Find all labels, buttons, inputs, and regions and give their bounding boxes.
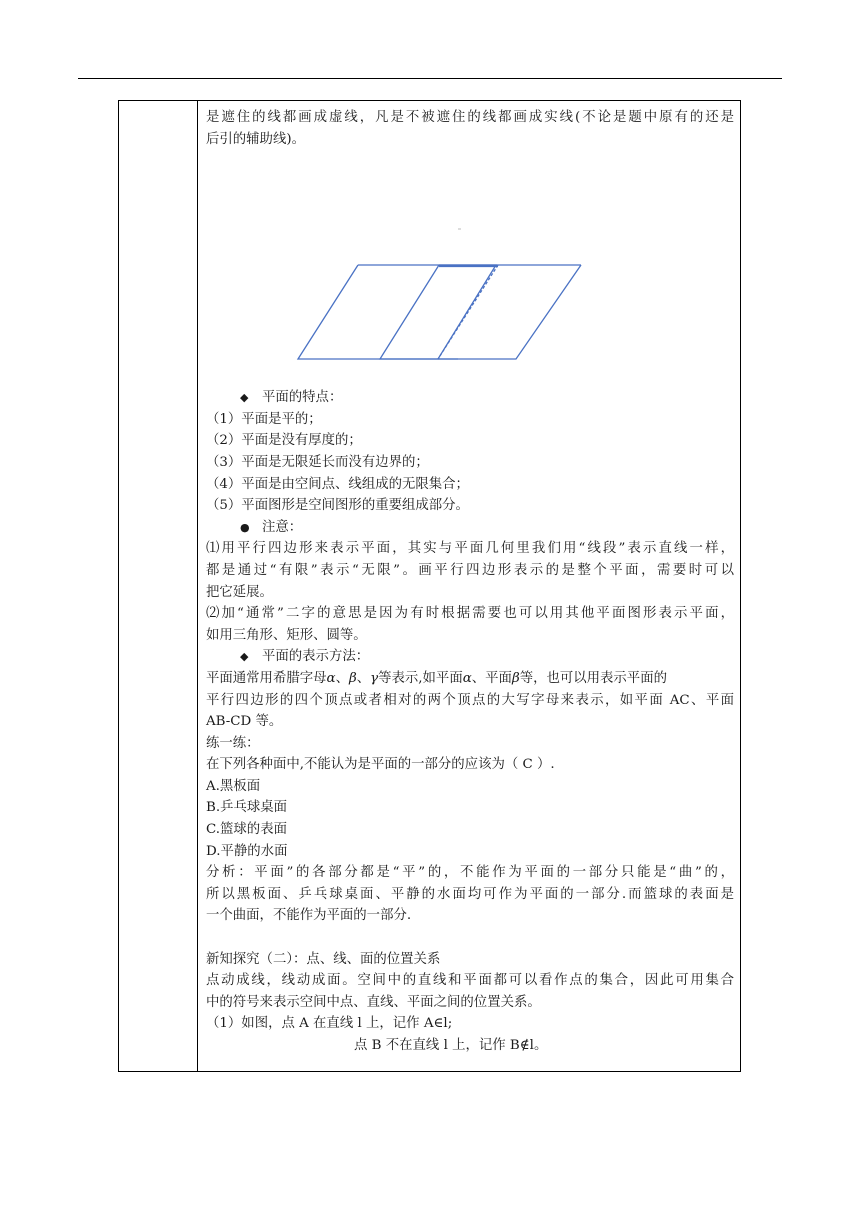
text: 等表示,如平面 bbox=[378, 670, 463, 686]
explore-line: 中的符号来表示空间中点、直线、平面之间的位置关系。 bbox=[206, 994, 541, 1010]
gamma-symbol: γ bbox=[370, 670, 379, 686]
planes-diagram bbox=[206, 162, 746, 362]
note-line: 把它延展。 bbox=[206, 584, 273, 600]
header-rule bbox=[78, 78, 782, 79]
explore-heading: 新知探究（二）：点、线、面的位置关系 bbox=[206, 951, 441, 967]
practice-option: D.平静的水面 bbox=[206, 843, 288, 859]
beta-symbol: β bbox=[511, 670, 520, 686]
lesson-table bbox=[118, 100, 741, 1072]
analysis-line: 所以黑板面、乒乓球桌面、平静的水面均可作为平面的一部分.而篮球的表面是 bbox=[206, 886, 734, 902]
representation-heading bbox=[206, 646, 734, 668]
features-heading bbox=[206, 387, 734, 409]
note-line: 如用三角形、矩形、圆等。 bbox=[206, 627, 367, 643]
practice-question: 在下列各种面中,不能认为是平面的一部分的应该为（ C ）. bbox=[206, 757, 555, 773]
content-cell bbox=[198, 101, 740, 1071]
diamond-icon: ◆ bbox=[240, 650, 249, 664]
representation-line: 平行四边形的四个顶点或者相对的两个顶点的大写字母来表示，如平面 AC、平面 bbox=[206, 692, 734, 708]
notes-heading-text: 注意： bbox=[262, 519, 303, 535]
text: 、 bbox=[356, 670, 371, 686]
intersecting-planes-figure bbox=[206, 162, 734, 387]
note-line: 都是通过“有限”表示“无限”。画平行四边形表示的是整个平面，需要时可以 bbox=[206, 562, 734, 578]
notes-heading bbox=[206, 517, 734, 539]
practice-heading: 练一练： bbox=[206, 735, 260, 751]
dot-icon: ● bbox=[240, 520, 250, 534]
analysis-line: 一个曲面，不能作为平面的一部分. bbox=[206, 908, 412, 924]
feature-item: （1）平面是平的； bbox=[206, 411, 322, 427]
feature-item: （2）平面是没有厚度的； bbox=[206, 433, 362, 449]
features-heading-text: 平面的特点： bbox=[262, 390, 343, 406]
representation-heading-text: 平面的表示方法： bbox=[262, 649, 370, 665]
alpha-symbol: α bbox=[462, 670, 472, 686]
text: 、 bbox=[335, 670, 349, 686]
analysis-line: 分析：平面”的各部分都是“平”的，不能作为平面的一部分只能是“曲”的， bbox=[206, 865, 734, 881]
note-line: ⑵加“通常”二字的意思是因为有时根据需要也可以用其他平面图形表示平面， bbox=[206, 606, 734, 622]
diamond-icon: ◆ bbox=[240, 391, 249, 405]
beta-symbol: β bbox=[348, 670, 357, 686]
feature-item: （3）平面是无限延长而没有边界的； bbox=[206, 454, 429, 470]
practice-option: B.乒乓球桌面 bbox=[206, 800, 288, 816]
spacer bbox=[206, 927, 734, 949]
explore-line: 点动成线，线动成面。空间中的直线和平面都可以看作点的集合，因此可用集合 bbox=[206, 973, 734, 989]
text: 平面通常用希腊字母 bbox=[206, 670, 327, 686]
text: 等，也可以用表示平面的 bbox=[519, 670, 667, 686]
note-line: ⑴用平行四边形来表示平面，其实与平面几何里我们用“线段”表示直线一样， bbox=[206, 541, 734, 557]
explore-item: （1）如图，点 A 在直线 l 上，记作 A∈l; bbox=[206, 1016, 453, 1032]
representation-line: AB-CD 等。 bbox=[206, 714, 283, 730]
practice-option: A.黑板面 bbox=[206, 778, 261, 794]
intro-line: 后引的辅助线)。 bbox=[206, 131, 305, 147]
explore-item: 点 B 不在直线 l 上，记作 B∉l。 bbox=[354, 1038, 548, 1053]
intro-line: 是遮住的线都画成虚线，凡是不被遮住的线都画成实线(不论是题中原有的还是 bbox=[206, 110, 734, 125]
practice-option: C.篮球的表面 bbox=[206, 822, 287, 838]
alpha-symbol: α bbox=[326, 670, 336, 686]
feature-item: （5）平面图形是空间图形的重要组成部分。 bbox=[206, 498, 469, 514]
representation-line bbox=[206, 668, 734, 690]
text: 、平面 bbox=[471, 670, 512, 686]
feature-item: （4）平面是由空间点、线组成的无限集合； bbox=[206, 476, 469, 492]
